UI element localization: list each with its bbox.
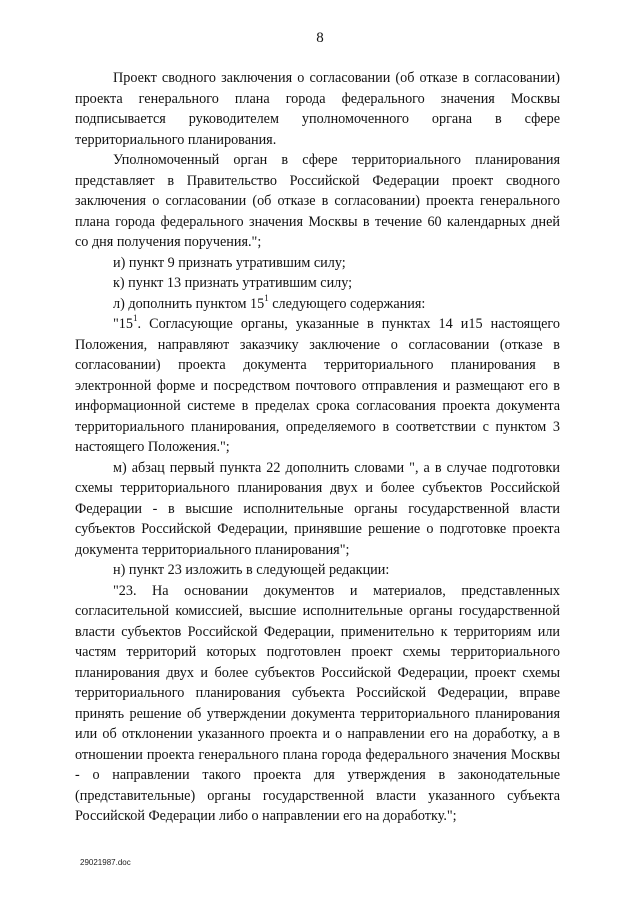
paragraph-text: м) абзац первый пункта 22 дополнить словами ", а в случае подготовки схемы территориального планирования двух и более субъектов Российской Федерации - в высшие исполнительные органы государственной власти субъектов Российской Федерации, принявшие решение о подготовке проекта документа территориального планирования"; xyxy=(75,459,560,558)
superscript: 1 xyxy=(132,313,138,324)
paragraph-text: н) пункт 23 изложить в следующей редакции: xyxy=(113,562,390,578)
document-body xyxy=(75,68,560,827)
paragraph-submission-deadline xyxy=(75,150,560,253)
footer-file-code: 29021987.doc xyxy=(80,858,131,867)
paragraph-text-start: л) дополнить пунктом 15 xyxy=(113,295,265,312)
paragraph-item-i xyxy=(75,253,560,274)
paragraph-text-start: "15 xyxy=(113,316,133,332)
paragraph-item-l xyxy=(75,294,560,315)
paragraph-text: и) пункт 9 признать утратившим силу; xyxy=(113,254,346,271)
paragraph-item-n xyxy=(75,560,560,581)
paragraph-clause-15-1 xyxy=(75,314,560,458)
paragraph-text-end: следующего содержания: xyxy=(268,295,426,312)
page-number: 8 xyxy=(316,30,324,46)
superscript: 1 xyxy=(264,292,269,303)
paragraph-text: Уполномоченный орган в сфере территориального планирования представляет в Правительство Российской Федерации проект сводного заключения о согласовании (об отказе в согласовании) проекта генерального плана города федерального значения Москвы в течение 60 календарных дней со дня получения поручения."; xyxy=(75,152,560,250)
paragraph-summary-signing xyxy=(75,68,560,150)
paragraph-text: "23. На основании документов и материалов, представленных согласительной комиссией, высшие исполнительные органы государственной власти субъектов Российской Федерации, применительно к территориям или частям территорий которых подготовлен проект схемы территориального планирования двух и более субъектов Российской Федерации, проект схемы территориального планирования субъекта Российской Федерации, вправе принять решение об утверждении документа территориального планирования или об отклонении указанного проекта и о направлении его на доработку, а в отношении проекта генерального плана города федерального значения Москвы - о направлении такого проекта для утверждения в законодательные (представительные) органы государственной власти указанного субъекта Российской Федерации либо о направлении его на доработку."; xyxy=(75,582,560,824)
paragraph-item-m xyxy=(75,458,560,561)
paragraph-text: к) пункт 13 признать утратившим силу; xyxy=(113,275,353,291)
paragraph-text-end: . Согласующие органы, указанные в пунктах 14 и15 настоящего Положения, направляют заказчику заключение о согласовании (отказе в согласовании) проекта документа территориального планирования в электронной форме и посредством почтового отправления и размещают его в информационной системе в пределах срока согласования проекта документа территориального планирования, определяемого в соответствии с пунктом 3 настоящего Положения."; xyxy=(75,316,560,455)
paragraph-text: Проект сводного заключения о согласовании (об отказе в согласовании) проекта генерального плана города федерального значения Москвы подписывается руководителем уполномоченного органа в сфере территориального планирования. xyxy=(75,70,560,148)
paragraph-clause-23 xyxy=(75,581,560,827)
paragraph-item-k xyxy=(75,273,560,294)
